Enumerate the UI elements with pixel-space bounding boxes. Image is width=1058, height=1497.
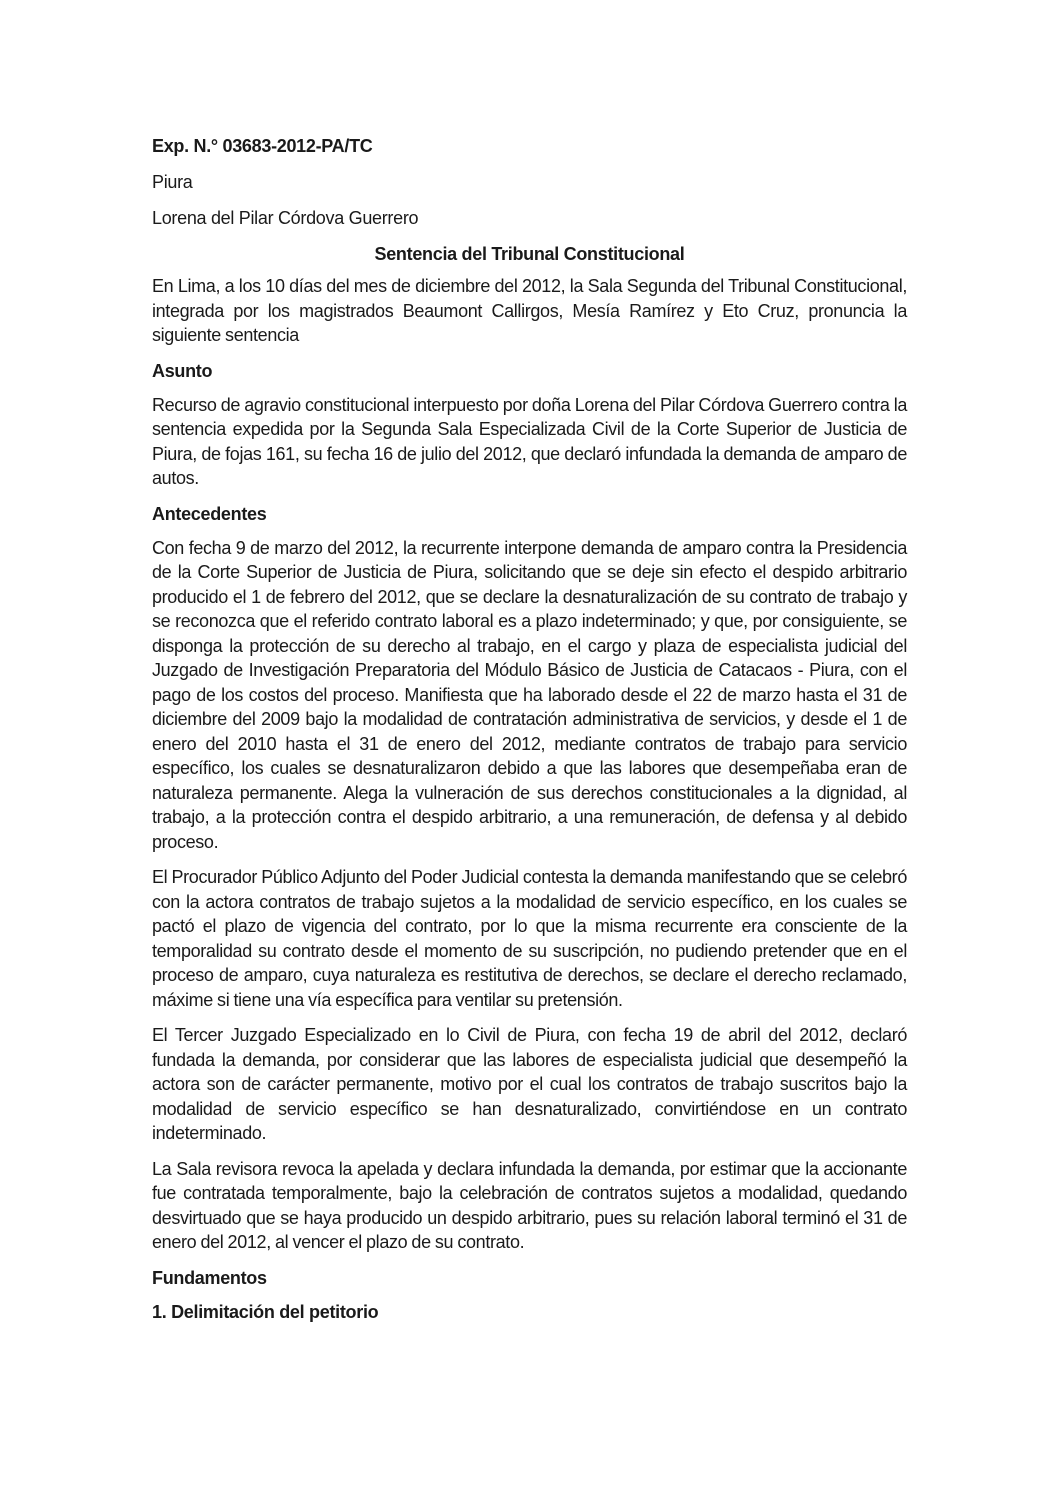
- section-heading-fundamentos: Fundamentos: [152, 1267, 267, 1288]
- document-title: Sentencia del Tribunal Constitucional: [374, 244, 685, 264]
- subsection-heading-petitorio: 1. Delimitación del petitorio: [152, 1301, 379, 1322]
- case-location: Piura: [152, 172, 193, 192]
- document-body: [152, 134, 907, 1334]
- asunto-paragraph: Recurso de agravio constitucional interpuesto por doña Lorena del Pilar Córdova Guerrero contra la sentencia expedida por la Segunda Sala Especializada Civil de la Corte Superior de Justicia de Piura, de fojas 161, su fecha 16 de julio del 2012, que declaró infundada la demanda de amparo de autos.: [152, 394, 907, 488]
- section-heading-antecedentes: Antecedentes: [152, 503, 267, 524]
- antecedentes-paragraph-1: Con fecha 9 de marzo del 2012, la recurrente interpone demanda de amparo contra la Presidencia de la Corte Superior de Justicia de Piura, solicitando que se deje sin efecto el despido arbitrario producido el 1 de febrero del 2012, que se declare la desnaturalización de su contrato de trabajo y se reconozca que el referido contrato laboral es a plazo indeterminado; y que, por consiguiente, se disponga la protección de su derecho al trabajo, en el cargo y plaza de especialista judicial del Juzgado de Investigación Preparatoria del Módulo Básico de Justicia de Catacaos - Piura, con el pago de los costos del proceso. Manifiesta que ha laborado desde el 22 de marzo hasta el 31 de diciembre del 2009 bajo la modalidad de contratación administrativa de servicios, y desde el 1 de enero del 2010 hasta el 31 de enero del 2012, mediante contratos de trabajo para servicio específico, los cuales se desnaturalizaron debido a que las labores que desempeñaba eran de naturaleza permanente. Alega la vulneración de sus derechos constitucionales a la dignidad, al trabajo, a la protección contra el despido arbitrario, a una remuneración, de defensa y al debido proceso.: [152, 537, 907, 852]
- party-name: Lorena del Pilar Córdova Guerrero: [152, 208, 419, 228]
- section-heading-asunto: Asunto: [152, 360, 213, 381]
- antecedentes-paragraph-2: El Procurador Público Adjunto del Poder Judicial contesta la demanda manifestando que se celebró con la actora contratos de trabajo sujetos a la modalidad de servicio específico, en los cuales se pactó el plazo de vigencia del contrato, por lo que la misma recurrente era consciente de la temporalidad su contrato desde el momento de su suscripción, no pudiendo pretender que en el proceso de amparo, cuya naturaleza es restitutiva de derechos, se declare el derecho reclamado, máxime si tiene una vía específica para ventilar su pretensión.: [152, 867, 907, 1010]
- case-number: Exp. N.° 03683-2012-PA/TC: [152, 136, 373, 156]
- antecedentes-paragraph-3: El Tercer Juzgado Especializado en lo Civil de Piura, con fecha 19 de abril del 2012, declaró fundada la demanda, por considerar que las labores de especialista judicial que desempeñó la actora son de carácter permanente, motivo por el cual los contratos de trabajo suscritos bajo la modalidad de servicio específico se han desnaturalizado, convirtiéndose en un contrato indeterminado.: [152, 1025, 907, 1143]
- antecedentes-paragraph-4: La Sala revisora revoca la apelada y declara infundada la demanda, por estimar que la accionante fue contratada temporalmente, bajo la celebración de contratos sujetos a modalidad, quedando desvirtuado que se haya producido un despido arbitrario, pues su relación laboral terminó el 31 de enero del 2012, al vencer el plazo de su contrato.: [152, 1158, 907, 1252]
- intro-paragraph: En Lima, a los 10 días del mes de diciembre del 2012, la Sala Segunda del Tribunal Constitucional, integrada por los magistrados Beaumont Callirgos, Mesía Ramírez y Eto Cruz, pronuncia la siguiente sentencia: [152, 276, 907, 345]
